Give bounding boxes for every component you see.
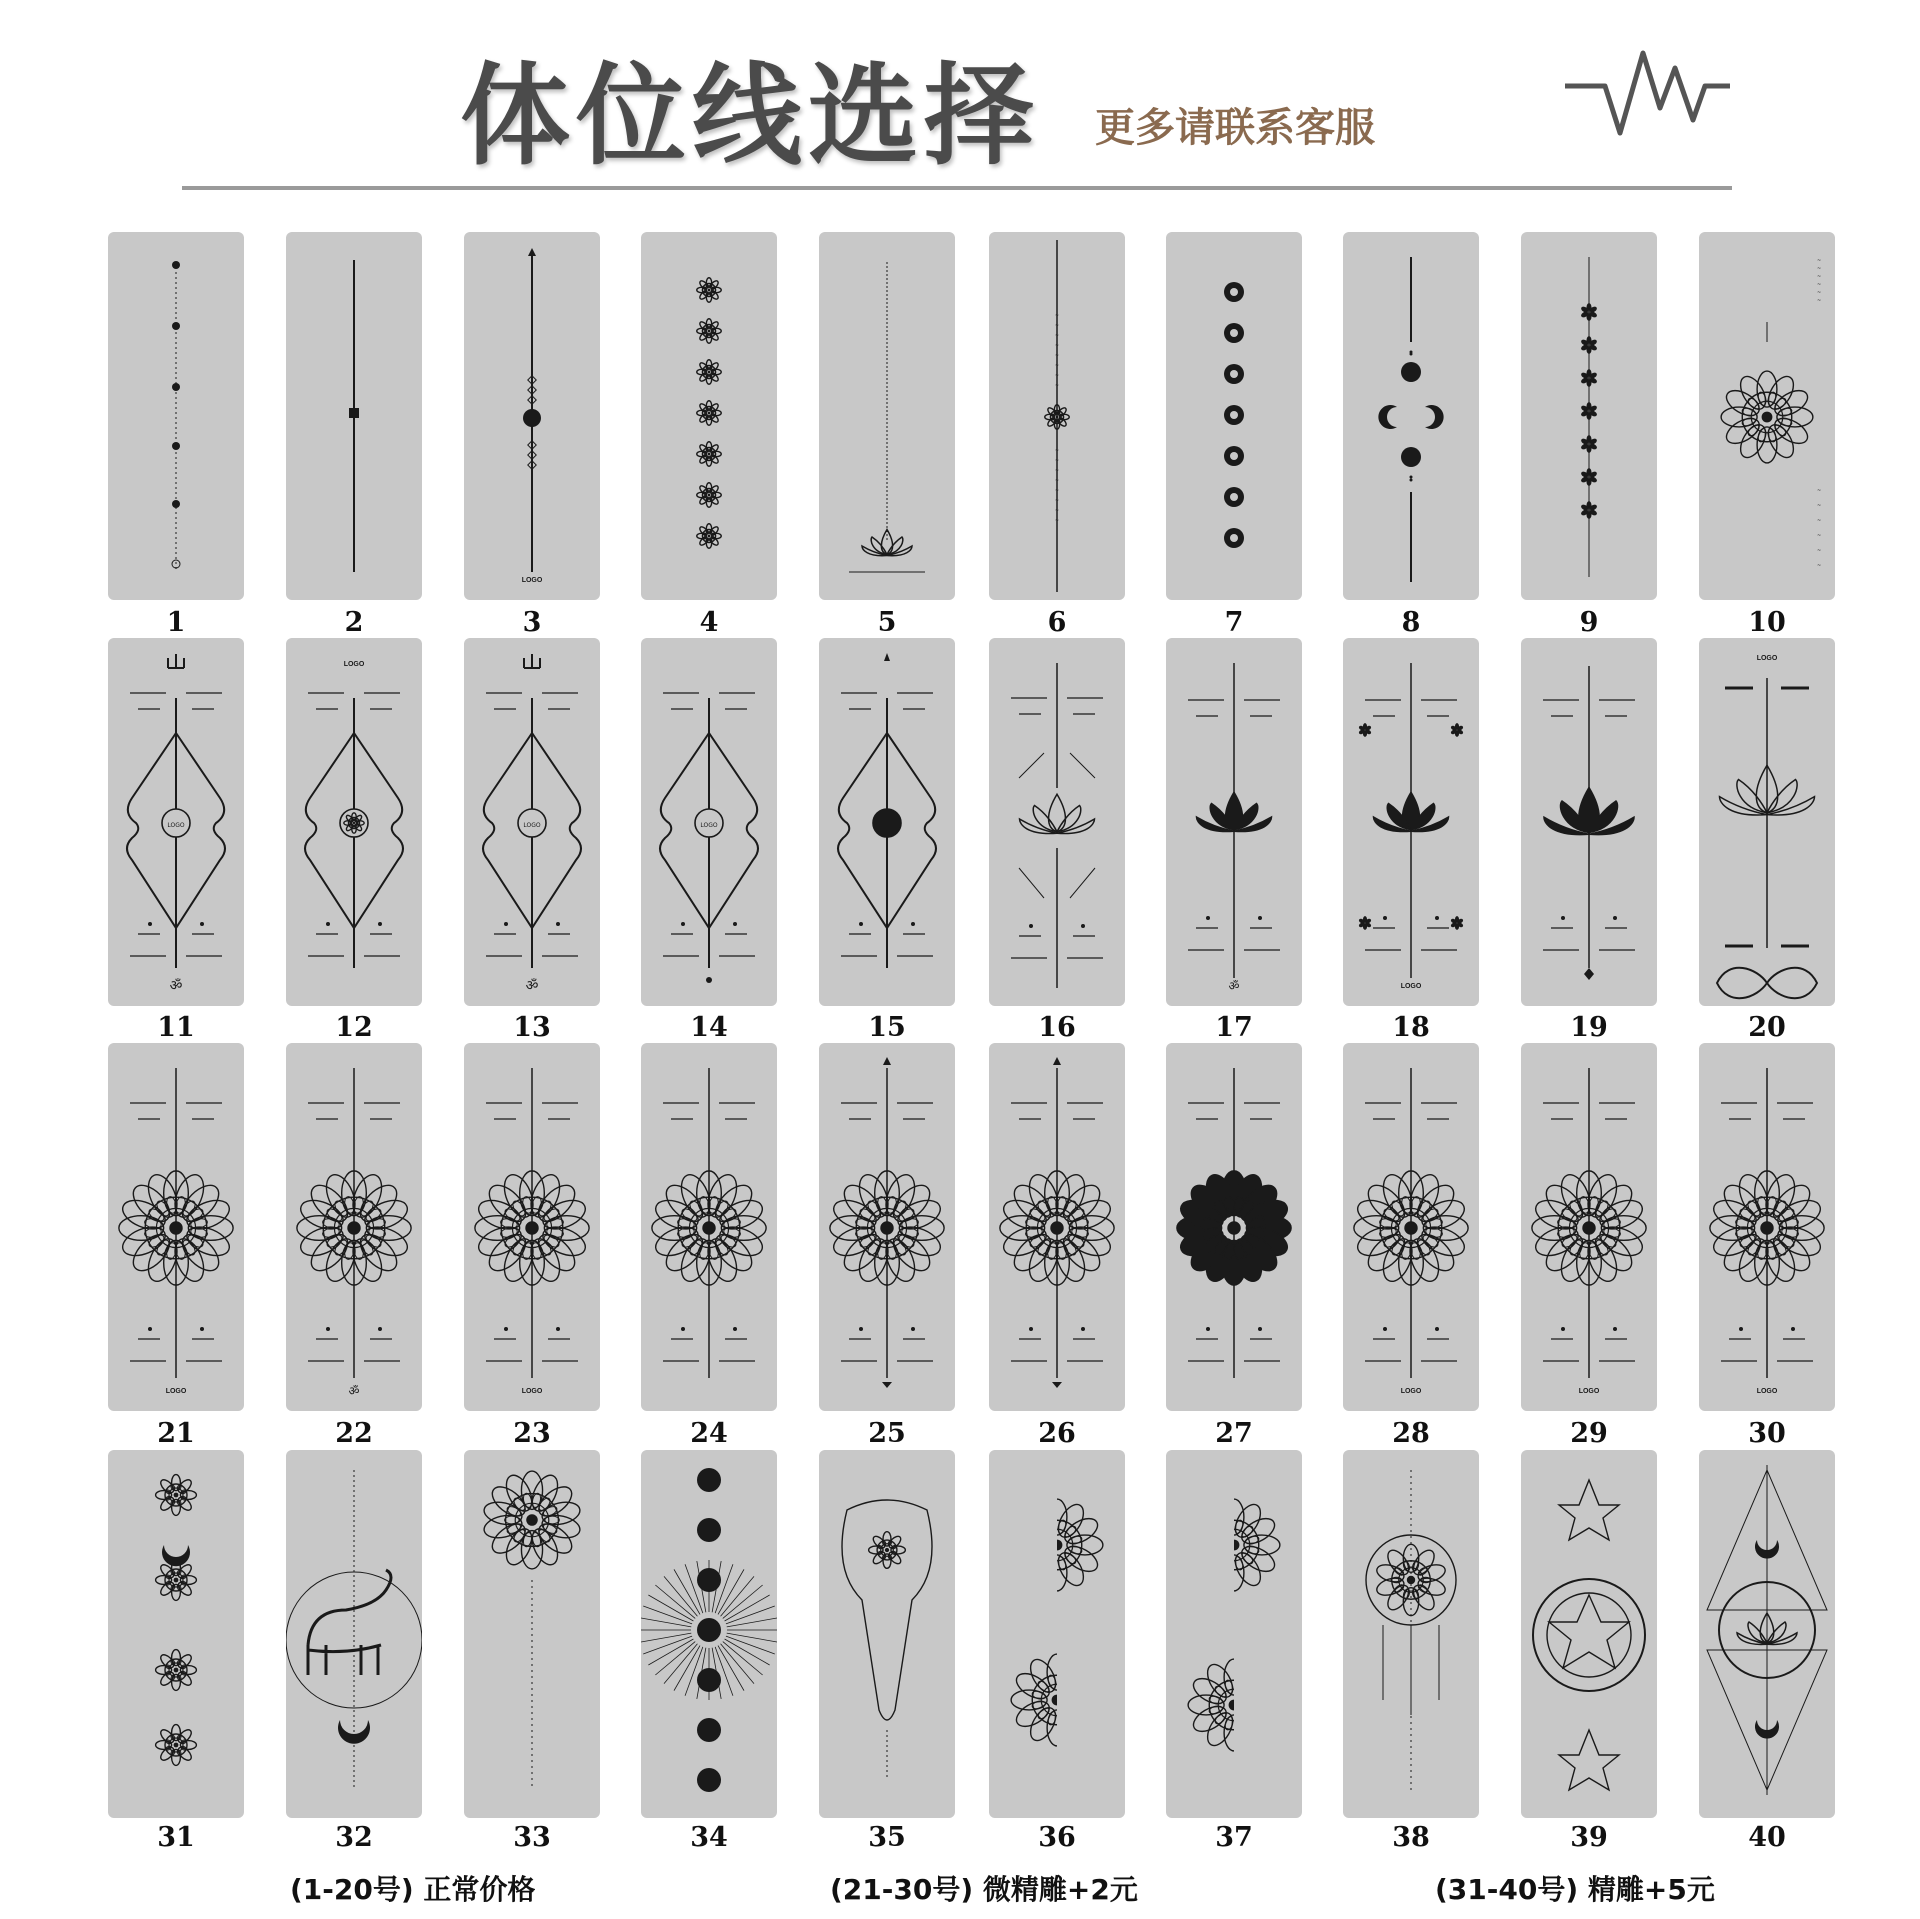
yoga-mat-pattern-35[interactable] [819, 1450, 955, 1818]
mat-pattern-artwork [1699, 1450, 1835, 1818]
svg-text:~: ~ [1054, 468, 1060, 474]
svg-text:~: ~ [1054, 383, 1060, 389]
mat-number-label: 26 [1038, 1418, 1076, 1449]
mat-number-label: 6 [1047, 607, 1067, 638]
svg-text:~: ~ [1817, 503, 1822, 509]
mat-number-label: 29 [1570, 1418, 1608, 1449]
mat-pattern-artwork [989, 1450, 1125, 1818]
contact-service-note: 更多请联系客服 [1095, 104, 1375, 151]
mat-pattern-artwork [989, 232, 1125, 600]
svg-text:~: ~ [1054, 448, 1060, 454]
mat-pattern-artwork [1166, 1043, 1302, 1411]
svg-text:~: ~ [1054, 508, 1060, 514]
svg-text:ॐ: ॐ [525, 978, 539, 994]
mat-number-label: 11 [157, 1012, 195, 1043]
mat-logo-text: LOGO [165, 1388, 187, 1395]
mat-pattern-artwork [819, 232, 955, 600]
mat-pattern-artwork [989, 1043, 1125, 1411]
mat-pattern-artwork [1521, 1450, 1657, 1818]
mat-logo-text: LOGO [1756, 1388, 1778, 1395]
yoga-mat-pattern-27[interactable] [1166, 1043, 1302, 1411]
mat-pattern-artwork [1166, 1450, 1302, 1818]
mat-number-label: 10 [1748, 607, 1786, 638]
mat-pattern-artwork [641, 1043, 777, 1411]
mat-pattern-artwork [1343, 1450, 1479, 1818]
mat-number-label: 7 [1224, 607, 1244, 638]
mat-number-label: 33 [513, 1822, 551, 1853]
mat-number-label: 2 [344, 607, 364, 638]
mat-logo-text: LOGO [1756, 655, 1778, 662]
pricing-tier-2: (21-30号) 微精雕+2元 [830, 1873, 1138, 1906]
svg-text:~: ~ [1817, 488, 1822, 494]
svg-text:~: ~ [1054, 488, 1060, 494]
yoga-mat-pattern-37[interactable] [1166, 1450, 1302, 1818]
mat-number-label: 1 [166, 607, 186, 638]
mat-number-label: 13 [513, 1012, 551, 1043]
mat-pattern-artwork [108, 232, 244, 600]
yoga-mat-pattern-28[interactable] [1343, 1043, 1479, 1411]
svg-text:LOGO: LOGO [167, 822, 185, 829]
svg-text:~: ~ [1817, 282, 1822, 288]
svg-text:ॐ: ॐ [348, 1384, 360, 1398]
yoga-mat-pattern-33[interactable] [464, 1450, 600, 1818]
pricing-tier-1: (1-20号) 正常价格 [290, 1873, 536, 1906]
mat-number-label: 35 [868, 1822, 906, 1853]
yoga-mat-pattern-16[interactable] [989, 638, 1125, 1006]
mat-pattern-artwork [1343, 232, 1479, 600]
mat-pattern-artwork [641, 638, 777, 1006]
mat-number-label: 14 [690, 1012, 728, 1043]
svg-text:~: ~ [1054, 333, 1060, 339]
mat-pattern-artwork [1343, 1043, 1479, 1411]
mat-number-label: 20 [1748, 1012, 1786, 1043]
mat-pattern-artwork [464, 638, 600, 1006]
mat-pattern-artwork [1521, 638, 1657, 1006]
svg-text:~: ~ [1817, 563, 1822, 569]
yoga-mat-pattern-19[interactable] [1521, 638, 1657, 1006]
yoga-mat-pattern-13[interactable] [464, 638, 600, 1006]
yoga-mat-pattern-22[interactable] [286, 1043, 422, 1411]
mat-number-label: 32 [335, 1822, 373, 1853]
mat-number-label: 31 [157, 1822, 195, 1853]
mat-number-label: 3 [522, 607, 542, 638]
svg-text:~: ~ [1054, 498, 1060, 504]
svg-text:~: ~ [1054, 343, 1060, 349]
yoga-mat-pattern-14[interactable] [641, 638, 777, 1006]
mat-number-label: 21 [157, 1418, 195, 1449]
yoga-mat-pattern-9[interactable] [1521, 232, 1657, 600]
mat-pattern-artwork [1166, 232, 1302, 600]
mat-logo-text: LOGO [1400, 1388, 1422, 1395]
yoga-mat-pattern-3[interactable] [464, 232, 600, 600]
mat-number-label: 24 [690, 1418, 728, 1449]
yoga-mat-pattern-23[interactable] [464, 1043, 600, 1411]
mat-number-label: 36 [1038, 1822, 1076, 1853]
yoga-mat-pattern-18[interactable] [1343, 638, 1479, 1006]
yoga-mat-pattern-25[interactable] [819, 1043, 955, 1411]
mat-logo-text: LOGO [521, 577, 543, 584]
svg-text:~: ~ [1817, 518, 1822, 524]
yoga-mat-pattern-4[interactable] [641, 232, 777, 600]
svg-text:~: ~ [1817, 258, 1822, 264]
mat-number-label: 18 [1392, 1012, 1430, 1043]
yoga-mat-pattern-7[interactable] [1166, 232, 1302, 600]
mat-number-label: 27 [1215, 1418, 1253, 1449]
mat-pattern-artwork [286, 1043, 422, 1411]
yoga-mat-pattern-32[interactable] [286, 1450, 422, 1818]
mat-pattern-artwork [641, 232, 777, 600]
mat-number-label: 12 [335, 1012, 373, 1043]
mat-pattern-artwork [1699, 1043, 1835, 1411]
svg-text:ॐ: ॐ [169, 978, 183, 994]
svg-text:ॐ: ॐ [1228, 979, 1240, 993]
yoga-mat-pattern-1[interactable] [108, 232, 244, 600]
mat-number-label: 38 [1392, 1822, 1430, 1853]
svg-text:~: ~ [1817, 548, 1822, 554]
mat-logo-text: LOGO [521, 1388, 543, 1395]
yoga-mat-pattern-5[interactable] [819, 232, 955, 600]
mat-logo-text: LOGO [1578, 1388, 1600, 1395]
yoga-mat-pattern-29[interactable] [1521, 1043, 1657, 1411]
page-title: 体位线选择 [460, 51, 1040, 180]
svg-text:~: ~ [1054, 353, 1060, 359]
mat-number-label: 9 [1579, 607, 1599, 638]
pricing-tier-3: (31-40号) 精雕+5元 [1435, 1873, 1715, 1906]
svg-text:~: ~ [1054, 323, 1060, 329]
svg-text:~: ~ [1054, 518, 1060, 524]
yoga-mat-pattern-2[interactable] [286, 232, 422, 600]
mat-pattern-artwork [108, 1043, 244, 1411]
mat-number-label: 4 [699, 607, 719, 638]
mat-pattern-artwork [286, 232, 422, 600]
mat-pattern-artwork [1521, 232, 1657, 600]
mat-pattern-artwork [286, 1450, 422, 1818]
yoga-mat-pattern-26[interactable] [989, 1043, 1125, 1411]
yoga-mat-pattern-6[interactable] [989, 232, 1125, 600]
mat-number-label: 19 [1570, 1012, 1608, 1043]
svg-text:~: ~ [1817, 290, 1822, 296]
yoga-mat-pattern-40[interactable] [1699, 1450, 1835, 1818]
mat-pattern-artwork [1699, 232, 1835, 600]
mat-pattern-artwork [464, 232, 600, 600]
svg-text:~: ~ [1054, 363, 1060, 369]
yoga-mat-pattern-36[interactable] [989, 1450, 1125, 1818]
mat-number-label: 5 [877, 607, 897, 638]
svg-text:~: ~ [1054, 373, 1060, 379]
mat-pattern-artwork [1699, 638, 1835, 1006]
yoga-mat-pattern-30[interactable] [1699, 1043, 1835, 1411]
mat-pattern-artwork [286, 638, 422, 1006]
svg-text:~: ~ [1054, 458, 1060, 464]
yoga-mat-pattern-24[interactable] [641, 1043, 777, 1411]
yoga-mat-pattern-21[interactable] [108, 1043, 244, 1411]
mat-pattern-artwork [641, 1450, 777, 1818]
mat-pattern-artwork [1521, 1043, 1657, 1411]
svg-text:LOGO: LOGO [523, 822, 541, 829]
yoga-mat-pattern-15[interactable] [819, 638, 955, 1006]
mat-number-label: 8 [1401, 607, 1421, 638]
mat-number-label: 25 [868, 1418, 906, 1449]
svg-text:LOGO: LOGO [700, 822, 718, 829]
svg-text:~: ~ [1817, 274, 1822, 280]
mat-pattern-artwork [1166, 638, 1302, 1006]
yoga-mat-pattern-20[interactable] [1699, 638, 1835, 1006]
yoga-mat-pattern-38[interactable] [1343, 1450, 1479, 1818]
mat-number-label: 28 [1392, 1418, 1430, 1449]
mat-pattern-artwork [108, 1450, 244, 1818]
mat-number-label: 22 [335, 1418, 373, 1449]
mat-pattern-artwork [819, 638, 955, 1006]
svg-text:~: ~ [1817, 298, 1822, 304]
svg-text:~: ~ [1817, 533, 1822, 539]
mat-number-label: 16 [1038, 1012, 1076, 1043]
yoga-mat-pattern-10[interactable] [1699, 232, 1835, 600]
svg-text:~: ~ [1817, 266, 1822, 272]
mat-number-label: 17 [1215, 1012, 1253, 1043]
mat-number-label: 15 [868, 1012, 906, 1043]
mat-number-label: 40 [1748, 1822, 1786, 1853]
yoga-mat-pattern-8[interactable] [1343, 232, 1479, 600]
yoga-mat-pattern-39[interactable] [1521, 1450, 1657, 1818]
mat-logo-text: LOGO [1400, 983, 1422, 990]
mat-number-label: 34 [690, 1822, 728, 1853]
yoga-mat-pattern-12[interactable] [286, 638, 422, 1006]
mat-pattern-artwork [108, 638, 244, 1006]
mat-pattern-artwork [989, 638, 1125, 1006]
yoga-mat-pattern-17[interactable] [1166, 638, 1302, 1006]
mat-number-label: 23 [513, 1418, 551, 1449]
mat-pattern-artwork [464, 1450, 600, 1818]
mat-number-label: 39 [1570, 1822, 1608, 1853]
yoga-mat-pattern-34[interactable] [641, 1450, 777, 1818]
svg-text:~: ~ [1054, 313, 1060, 319]
mat-pattern-artwork [464, 1043, 600, 1411]
yoga-mat-pattern-11[interactable] [108, 638, 244, 1006]
mat-number-label: 37 [1215, 1822, 1253, 1853]
yoga-mat-pattern-31[interactable] [108, 1450, 244, 1818]
mat-pattern-artwork [819, 1043, 955, 1411]
mat-number-label: 30 [1748, 1418, 1786, 1449]
mat-pattern-artwork [1343, 638, 1479, 1006]
mat-logo-text: LOGO [343, 661, 365, 668]
mat-pattern-artwork [819, 1450, 955, 1818]
svg-text:~: ~ [1054, 478, 1060, 484]
